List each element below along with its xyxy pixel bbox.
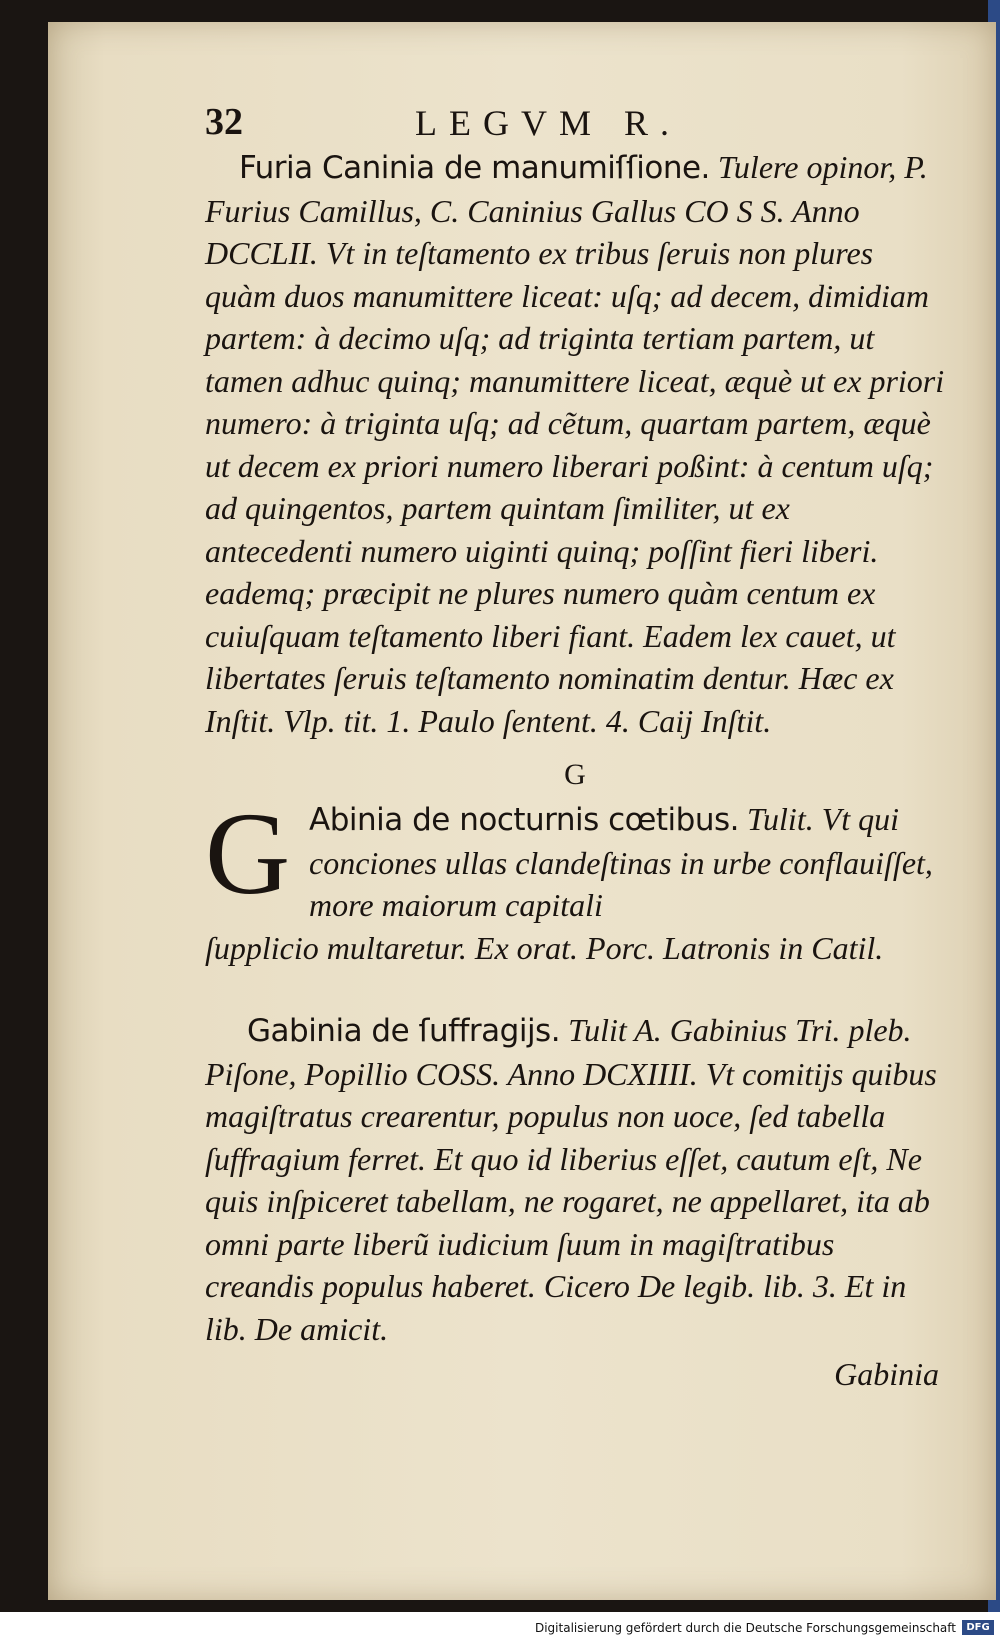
- section-furia-caninia: [205, 146, 945, 742]
- page-content: [205, 100, 945, 1393]
- running-header: [205, 100, 945, 146]
- section-body-text: Tulit. Vt qui conciones ullas clandeſtinas in urbe conflauiſſet, more maiorum capitali: [309, 801, 933, 923]
- section-body: Tulit A. Gabinius Tri. pleb. Piſone, Popillio COSS. Anno DCXIIII. Vt comitijs quibus magiſtratus crearentur, populus non uoce, ſed tabella ſuffragium ferret. Et quo id liberius eſſet, cautum eſt, Ne quis inſpiceret tabellam, ne rogaret, ne appellaret, ita ab omni parte liberũ iudicium ſuum in magiſtratibus creandis populus haberet. Cicero De legib. lib. 3. Et in lib. De amicit.: [205, 1012, 937, 1347]
- section-heading: Furia Caninia de manumiſſione.: [239, 150, 710, 186]
- funding-credit: Digitalisierung gefördert durch die Deutsche Forschungsgemeinschaft: [534, 1621, 956, 1635]
- section-gabinia-nocturnis: [205, 788, 945, 969]
- section-body-indented: [309, 798, 945, 927]
- page-number: 32: [205, 101, 243, 143]
- section-letter: G: [564, 758, 586, 791]
- dfg-logo: DFG: [962, 1620, 994, 1635]
- section-body: Tulere opinor, P. Furius Camillus, C. Caninius Gallus CO S S. Anno DCCLII. Vt in teſtamento ex tribus ſeruis non plures quàm duos manumittere liceat: uſq; ad decem, dimidiam partem: à decimo uſq; ad triginta tertiam partem, ut tamen adhuc quinq; manumittere liceat, æquè ut ex priori numero: à triginta uſq; ad cẽtum, quartam partem, æquè ut decem ex priori numero liberari poßint: à centum uſq; ad quingentos, partem quintam ſimiliter, ut ex antecedenti numero uiginti quinq; poſſint fieri liberi. eademq; præcipit ne plures numero quàm centum ex cuiuſquam teſtamento liberi fiant. Eadem lex cauet, ut libertates ſeruis teſtamento nominatim dentur. Hæc ex Inſtit. Vlp. tit. 1. Paulo ſentent. 4. Caij Inſtit.: [205, 149, 945, 739]
- catchword: Gabinia: [834, 1356, 939, 1392]
- section-heading: Abinia de nocturnis cœtibus.: [309, 802, 739, 838]
- section-heading: Gabinia de ſuffragijs.: [247, 1013, 561, 1049]
- section-body-tail: ſupplicio multaretur. Ex orat. Porc. Latronis in Catil.: [205, 929, 884, 966]
- drop-cap-initial: G: [205, 788, 291, 919]
- section-gabinia-suffragiis: [205, 1009, 945, 1350]
- running-title: LEGVM R.: [415, 103, 681, 143]
- digitization-footer: [0, 1612, 1000, 1644]
